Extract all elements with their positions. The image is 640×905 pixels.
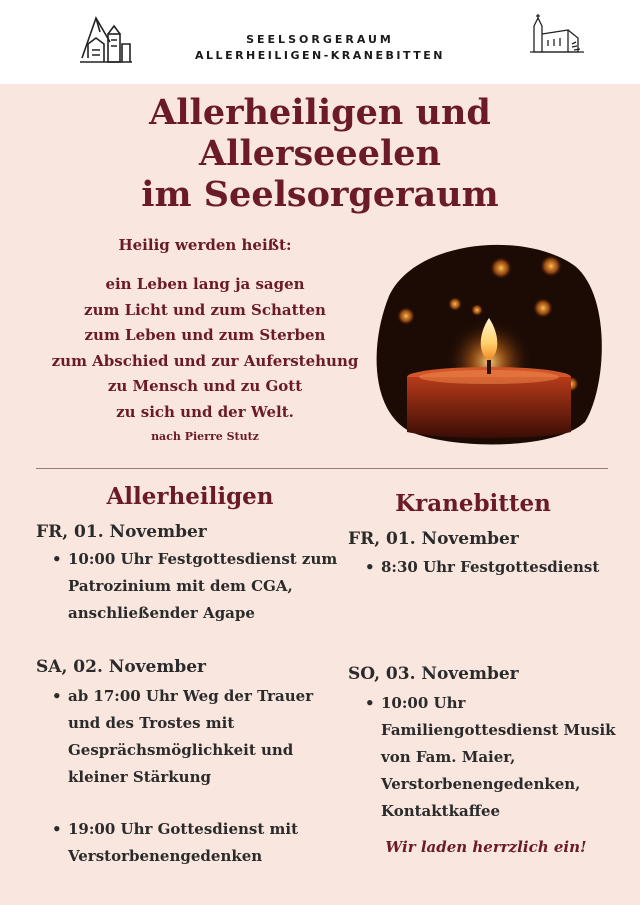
poem-line: zum Licht und zum Schatten xyxy=(84,300,326,319)
poem-line: zu Mensch und zu Gott xyxy=(107,377,303,395)
poem-line: zum Leben und zum Sterben xyxy=(84,326,326,344)
invitation-text: Wir laden herrzlich ein! xyxy=(385,838,587,856)
chapel-logo-icon xyxy=(528,14,584,56)
poem-line: ein Leben lang ja sagen xyxy=(105,275,305,293)
section-divider xyxy=(36,468,608,469)
poem-line: zu sich und der Welt. xyxy=(116,402,294,421)
kranebitten-date-2: SO, 03. November xyxy=(348,664,519,684)
allerheiligen-date-2: SA, 02. November xyxy=(36,657,207,677)
allerheiligen-heading: Allerheiligen xyxy=(106,483,274,510)
page-title xyxy=(0,92,640,215)
kranebitten-event: • 10:00 Uhr Familiengottesdienst Musik von Fam. Maier, Verstorbenengedenken, Kontaktkaffee xyxy=(365,690,617,825)
parish-name-line2: ALLERHEILIGEN-KRANEBITTEN xyxy=(195,49,445,62)
allerheiligen-date-1: FR, 01. November xyxy=(36,522,207,542)
header-bar xyxy=(0,0,640,84)
kranebitten-event: • 8:30 Uhr Festgottesdienst xyxy=(365,554,640,581)
poem-line: zum Abschied und zur Auferstehung xyxy=(51,351,359,370)
title-line-2: Allerseeelen xyxy=(199,133,441,174)
title-line-3: im Seelsorgeraum xyxy=(141,174,499,215)
poem-heading: Heilig werden heißt: xyxy=(118,236,292,254)
poem-text xyxy=(40,272,370,425)
kranebitten-heading: Kranebitten xyxy=(395,490,551,517)
allerheiligen-event: • 10:00 Uhr Festgottesdienst zum Patrozinium mit dem CGA, anschließender Agape xyxy=(52,546,350,627)
poem-source: nach Pierre Stutz xyxy=(151,430,259,443)
kranebitten-date-1: FR, 01. November xyxy=(348,529,519,549)
allerheiligen-event: • ab 17:00 Uhr Weg der Trauer und des Trostes mit Gesprächsmöglichkeit und kleiner Stärkung xyxy=(52,683,350,791)
parish-name-line1: SEELSORGERAUM xyxy=(246,33,394,46)
candle-photo xyxy=(375,236,603,446)
allerheiligen-event: • 19:00 Uhr Gottesdienst mit Verstorbenengedenken xyxy=(52,816,350,870)
title-line-1: Allerheiligen und xyxy=(149,92,491,133)
